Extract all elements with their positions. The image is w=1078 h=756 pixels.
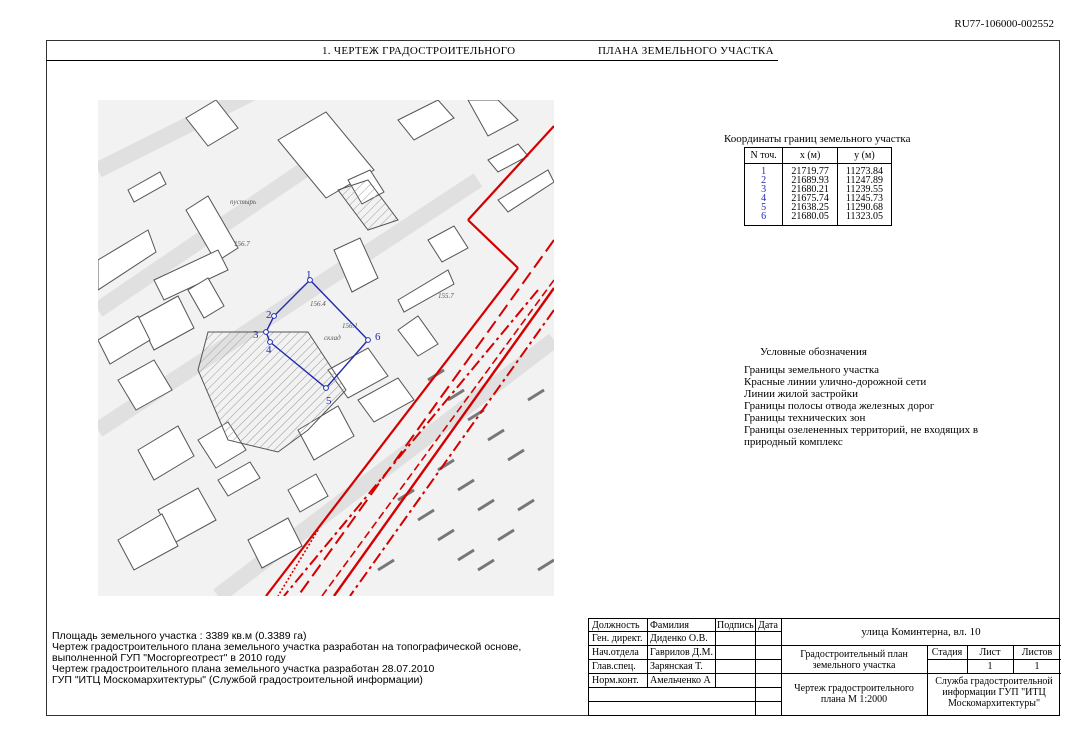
legend-label: Границы земельного участка: [744, 364, 879, 376]
grid-line: [781, 673, 1061, 674]
stamp-address: улица Коминтерна, вл. 10: [861, 626, 981, 638]
point-number: 2: [745, 176, 783, 185]
col-header-x: x (м): [783, 148, 838, 164]
site-plan-map: [98, 100, 554, 596]
grid-line: [589, 687, 781, 688]
legend-label: Границы озелененных территорий, не входящих в: [744, 424, 979, 436]
stamp-organization: Москомархитектуры": [947, 698, 1041, 709]
stamp-position: Нач.отдела: [592, 647, 639, 658]
grid-line: [589, 701, 781, 702]
stamp-sheets-value: 1: [1034, 661, 1040, 672]
title-underline: [46, 60, 778, 61]
legend-label: природный комплекс: [744, 436, 843, 448]
point-number: 5: [745, 203, 783, 212]
stamp-surname: Амельченко А: [650, 675, 711, 686]
stamp-organization: информации ГУП "ИТЦ: [942, 687, 1046, 698]
grid-line: [589, 673, 781, 674]
stamp-organization: Служба градостроительной: [935, 676, 1053, 687]
point-number: 6: [745, 212, 783, 226]
title-right: ПЛАНА ЗЕМЕЛЬНОГО УЧАСТКА: [598, 45, 774, 57]
col-header-y: y (м): [837, 148, 891, 164]
stamp-sheet-header: Лист: [979, 647, 1001, 658]
site-plan-svg: [98, 100, 554, 596]
y-value: 11245.73: [837, 194, 891, 203]
x-value: 21675.74: [783, 194, 838, 203]
legend-label: Границы полосы отвода железных дорог: [744, 400, 935, 412]
grid-line: [647, 619, 648, 687]
point-label-2: 2: [266, 309, 272, 321]
note-line: Чертеж градостроительного плана земельного участка разработан на топографической основе,: [52, 641, 522, 653]
y-value: 11239.55: [837, 185, 891, 194]
grid-line: [715, 619, 716, 687]
stamp-drawing-title: Чертеж градостроительного: [794, 683, 914, 694]
point-number: 1: [745, 164, 783, 177]
y-value: 11323.05: [837, 212, 891, 226]
stamp-stage-header: Стадия: [931, 647, 963, 658]
legend-label: Линии жилой застройки: [744, 388, 859, 400]
title-block: [588, 618, 1060, 716]
x-value: 21689.93: [783, 176, 838, 185]
stamp-doc-title: Градостроительный план: [800, 649, 908, 660]
stamp-header-date: Дата: [758, 620, 778, 631]
document-number: RU77-106000-002552: [954, 18, 1054, 30]
map-label-wasteland: пустырь: [230, 198, 257, 206]
stamp-position: Глав.спец.: [592, 661, 636, 672]
stamp-header-surname: Фамилия: [650, 620, 689, 631]
stamp-surname: Диденко О.В.: [650, 633, 708, 644]
point-label-4: 4: [266, 344, 272, 356]
point-label-3: 3: [253, 329, 259, 341]
note-line: Чертеж градостроительного плана земельного участка разработан 28.07.2010: [52, 663, 435, 675]
table-row: [745, 212, 892, 226]
point-label-6: 6: [375, 331, 381, 343]
y-value: 11290.68: [837, 203, 891, 212]
grid-line: [927, 659, 1061, 660]
map-label-elevation: 156.7: [234, 240, 250, 248]
point-number: 4: [745, 194, 783, 203]
grid-line: [589, 659, 781, 660]
col-header-n: N точ.: [745, 148, 783, 164]
y-value: 11273.84: [837, 164, 891, 177]
stamp-surname: Зарянская Т.: [650, 661, 703, 672]
coordinates-header-row: [745, 148, 892, 164]
map-label-warehouse: склад: [324, 334, 341, 342]
legend-label: Границы технических зон: [744, 412, 866, 424]
map-label-elevation: 156.4: [310, 300, 326, 308]
stamp-position: Ген. директ.: [592, 633, 643, 644]
notes-block: [52, 631, 521, 686]
stamp-header-signature: Подпись: [717, 620, 754, 631]
x-value: 21719.77: [783, 164, 838, 177]
stamp-header-position: Должность: [592, 620, 640, 631]
stamp-sheets-header: Листов: [1021, 647, 1053, 658]
note-line: ГУП "ИТЦ Москомархитектуры" (Службой градостроительной информации): [52, 674, 423, 686]
note-line: выполненной ГУП "Мосгоргеотрест" в 2010 году: [52, 652, 286, 664]
grid-line: [589, 631, 781, 632]
stamp-surname: Гаврилов Д.М.: [650, 647, 713, 658]
stamp-position: Норм.конт.: [592, 675, 639, 686]
x-value: 21638.25: [783, 203, 838, 212]
point-label-1: 1: [306, 269, 312, 281]
stamp-drawing-scale: плана М 1:2000: [820, 694, 888, 705]
x-value: 21680.21: [783, 185, 838, 194]
coordinates-table: [744, 147, 892, 226]
coordinates-title: Координаты границ земельного участка: [724, 133, 911, 145]
map-label-elevation: 156.1: [342, 322, 358, 330]
title-left: 1. ЧЕРТЕЖ ГРАДОСТРОИТЕЛЬНОГО: [322, 45, 516, 57]
map-label-elevation: 155.7: [438, 292, 454, 300]
x-value: 21680.05: [783, 212, 838, 226]
legend-label: Красные линии улично-дорожной сети: [744, 376, 927, 388]
point-number: 3: [745, 185, 783, 194]
grid-line: [589, 645, 1061, 646]
parcel-area-note: Площадь земельного участка : 3389 кв.м (0.3389 га): [52, 630, 307, 642]
stamp-doc-title: земельного участка: [812, 660, 896, 671]
stamp-sheet-value: 1: [987, 661, 993, 672]
legend-title: Условные обозначения: [760, 346, 867, 358]
y-value: 11247.89: [837, 176, 891, 185]
point-label-5: 5: [326, 395, 332, 407]
